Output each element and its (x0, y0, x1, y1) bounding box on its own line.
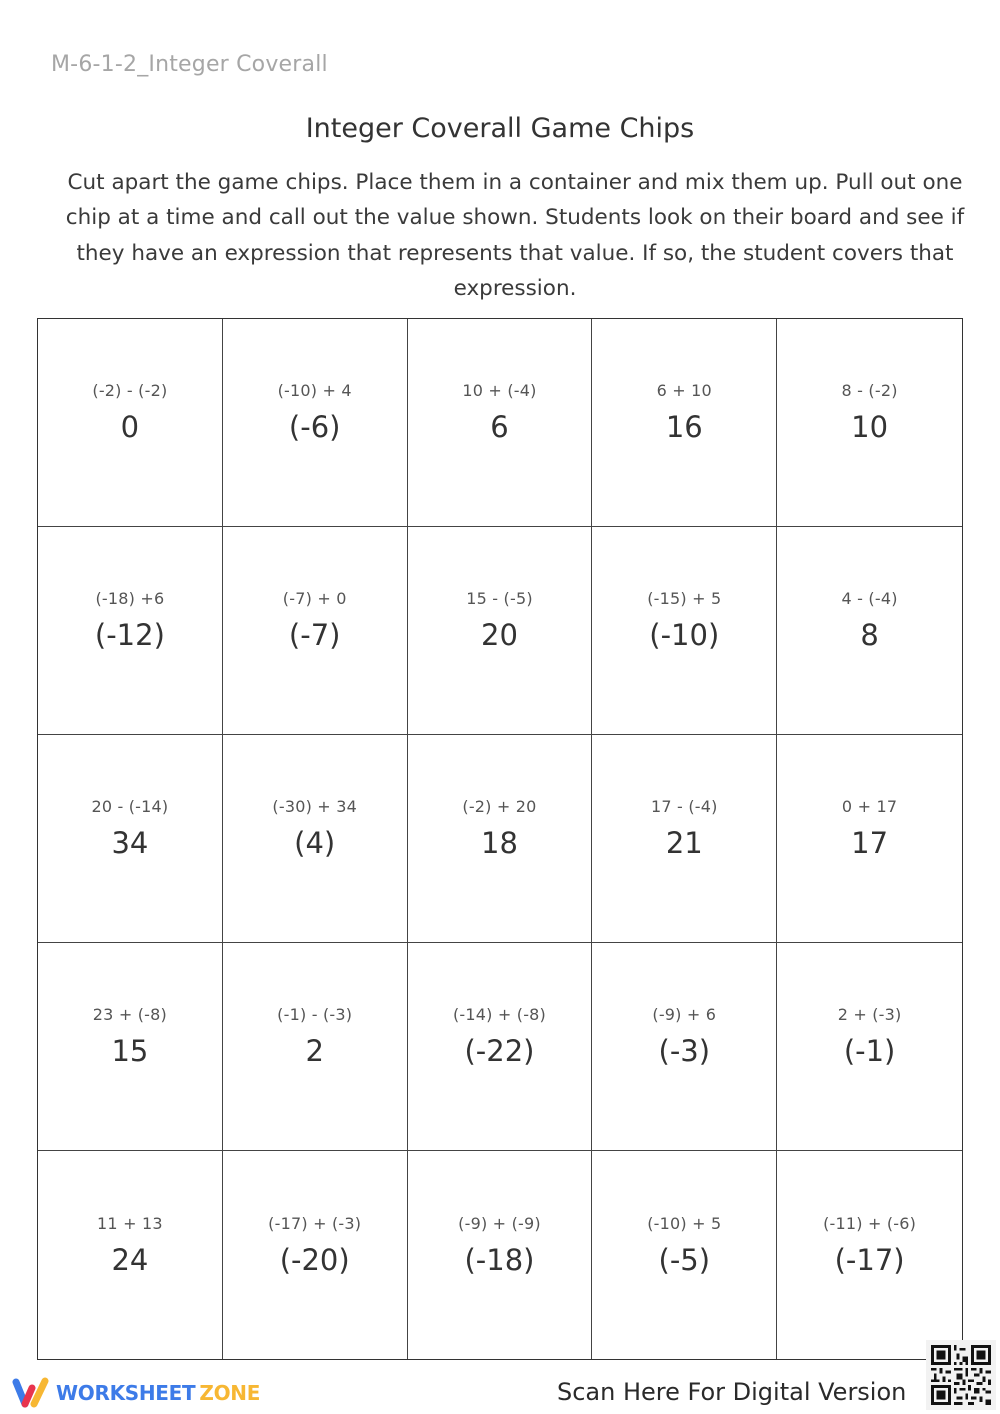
qr-code-icon[interactable] (926, 1340, 996, 1410)
chip-value: (-6) (288, 410, 341, 444)
chip-value: (-20) (279, 1242, 350, 1277)
instructions-text: Cut apart the game chips. Place them in a container and mix them up. Pull out one chip at a time and call out the value shown. Students look on their board and see if they have an expression that represents that value. If so, the student covers that expression. (65, 170, 965, 301)
chip-expression: (-2) + 20 (462, 797, 537, 816)
chip-value: 8 (860, 618, 879, 652)
chip-expression: (-14) + (-8) (452, 1005, 547, 1024)
logo-wordmark (56, 1381, 260, 1405)
chip-value: (-3) (658, 1034, 711, 1068)
chip-value: (-17) (834, 1242, 905, 1277)
chip-value: (-22) (464, 1034, 535, 1068)
chip-value: 10 (851, 410, 889, 444)
game-chip (408, 735, 593, 943)
logo-word-worksheet: WORKSHEET (56, 1381, 196, 1405)
chip-expression: (-10) + 5 (647, 1213, 722, 1233)
chip-value: (-7) (288, 618, 341, 652)
chip-expression: (-17) + (-3) (268, 1213, 362, 1233)
chip-value: 2 (305, 1034, 324, 1068)
chip-value: (-5) (658, 1242, 711, 1277)
chip-expression: (-2) - (-2) (92, 381, 168, 400)
game-chip (38, 319, 223, 527)
chip-value: (-18) (464, 1242, 535, 1277)
page-title: Integer Coverall Game Chips (305, 113, 695, 144)
game-chip (777, 943, 962, 1151)
game-chip (777, 735, 962, 943)
document-code: M-6-1-2_Integer Coverall (51, 52, 328, 77)
chip-expression: 8 - (-2) (841, 381, 898, 400)
chip-value: 21 (665, 826, 703, 860)
game-chip (223, 527, 408, 735)
chip-value: 18 (481, 826, 518, 860)
game-chip (223, 735, 408, 943)
game-chip (38, 735, 223, 943)
chip-expression: 6 + 10 (656, 381, 712, 400)
worksheetzone-logo[interactable] (10, 1376, 260, 1410)
game-chip (777, 319, 962, 527)
chip-expression: (-9) + 6 (652, 1005, 717, 1024)
game-chip (408, 319, 593, 527)
game-chip (223, 319, 408, 527)
chip-expression: 4 - (-4) (841, 589, 898, 608)
chip-expression: 17 - (-4) (651, 797, 718, 816)
chip-expression: 10 + (-4) (462, 381, 537, 400)
game-chip (223, 1151, 408, 1359)
game-chip (592, 943, 777, 1151)
game-chip (408, 943, 593, 1151)
game-chip (38, 1151, 223, 1359)
chip-value: (-12) (94, 618, 165, 652)
chip-value: 16 (665, 410, 703, 444)
game-chips-grid (37, 318, 963, 1360)
chip-expression: (-9) + (-9) (458, 1213, 541, 1233)
chip-expression: (-18) +6 (95, 589, 165, 608)
chip-expression: 0 + 17 (841, 797, 898, 816)
game-chip (592, 1151, 777, 1359)
chip-value: 6 (490, 410, 509, 444)
game-chip (38, 943, 223, 1151)
chip-value: 34 (111, 826, 149, 860)
chip-expression: 23 + (-8) (92, 1005, 167, 1024)
chip-expression: (-11) + (-6) (823, 1213, 917, 1233)
game-chip (592, 735, 777, 943)
chip-value: (-10) (649, 618, 720, 652)
chip-value: (4) (294, 826, 336, 860)
chip-expression: 20 - (-14) (91, 797, 169, 816)
game-chip (592, 527, 777, 735)
worksheetzone-logo-icon (10, 1376, 52, 1410)
chip-value: 17 (851, 826, 889, 860)
chip-value: 15 (111, 1034, 149, 1068)
game-chip (777, 1151, 962, 1359)
scan-instruction: Scan Here For Digital Version (557, 1378, 907, 1406)
chip-value: 20 (481, 618, 518, 652)
chip-value: 0 (120, 410, 140, 444)
chip-expression: 2 + (-3) (837, 1005, 902, 1024)
game-chip (38, 527, 223, 735)
chip-expression: 15 - (-5) (466, 589, 533, 608)
game-chip (408, 527, 593, 735)
game-chip (592, 319, 777, 527)
logo-word-zone: ZONE (199, 1381, 261, 1405)
chip-expression: (-15) + 5 (647, 589, 722, 608)
chip-expression: 11 + 13 (97, 1213, 163, 1233)
chip-value: 24 (111, 1242, 149, 1277)
chip-expression: (-10) + 4 (277, 381, 352, 400)
chip-value: (-1) (843, 1034, 896, 1068)
game-chip (223, 943, 408, 1151)
chip-expression: (-7) + 0 (282, 589, 347, 608)
game-chip (408, 1151, 593, 1359)
chip-expression: (-30) + 34 (272, 797, 357, 816)
game-chip (777, 527, 962, 735)
chip-expression: (-1) - (-3) (277, 1005, 353, 1024)
